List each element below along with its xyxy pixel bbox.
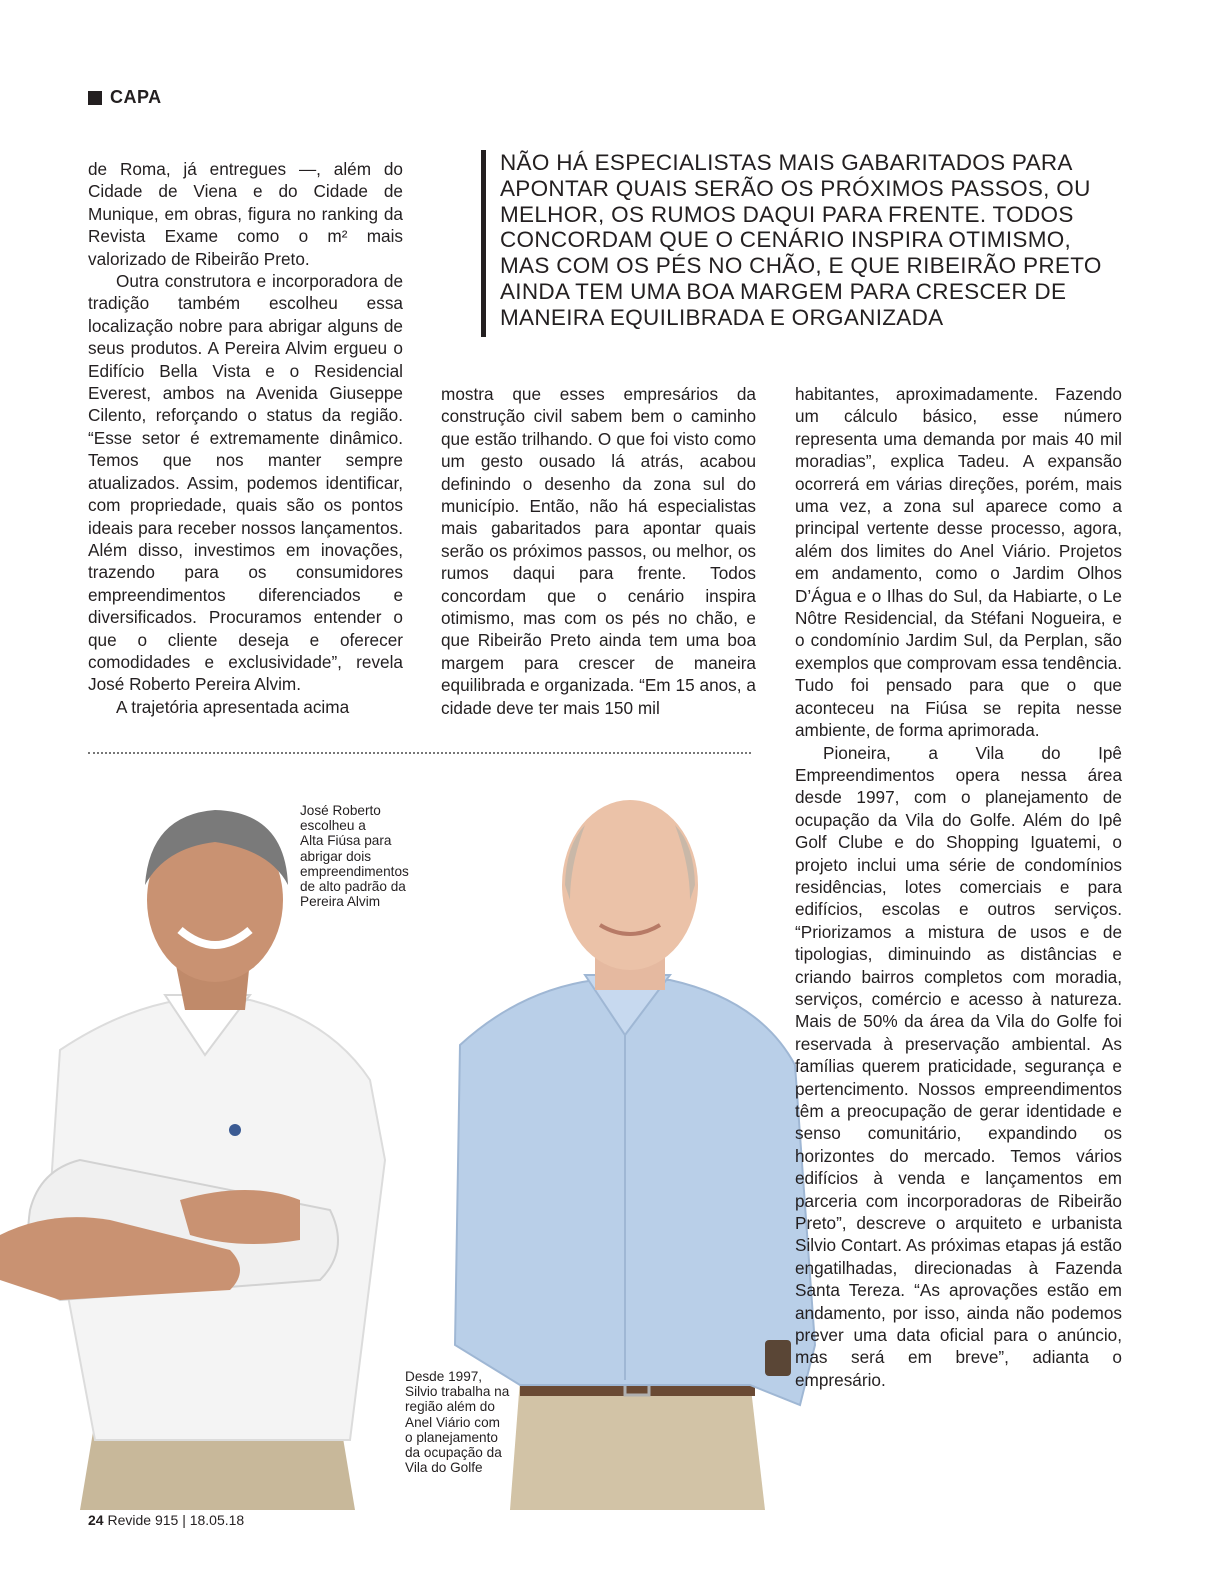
section-square-icon (88, 91, 102, 105)
pull-quote-line: CONCORDAM QUE O CENÁRIO INSPIRA OTIMISMO, (500, 227, 1072, 253)
caption-line: da ocupação da (405, 1445, 502, 1461)
caption-line: Vila do Golfe (405, 1460, 483, 1476)
caption-silvio (405, 1369, 517, 1475)
caption-line: abrigar dois (300, 848, 372, 864)
dotted-divider (88, 752, 751, 754)
caption-line: José Roberto (300, 803, 381, 818)
article-column-1 (88, 158, 403, 718)
page-footer (88, 1512, 244, 1528)
column3-paragraph-2: Pioneira, a Vila do Ipê Empreendimentos opera nessa área desde 1997, com o planejamento de ocupação da Vila do Golfe. Além do Ipê Golf Clube e do Shopping Iguatemi, o projeto inclui uma série de condomínios residências, lotes comerciais e para edifícios, escolas e outros serviços. “Priorizamos a mistura de usos e de tipologias, diminuindo as distâncias e criando bairros completos com moradia, serviços, comércio e acesso à natureza. Mais de 50% da área da Vila do Golfe foi reservada à preservação ambiental. As famílias querem praticidade, segurança e pertencimento. Nossos empreendimentos têm a preocupação de gerar identidade e senso comunitário, expandindo os horizontes do mercado. Temos vários edifícios à venda e lançamentos em parceria com incorporadoras de Ribeirão Preto”, descreve o arquiteto e urbanista Silvio Contart. As próximas etapas já estão engatilhadas, direcionadas à Fazenda Santa Tereza. “As aprovações estão em andamento, por isso, ainda não podemos prever uma data oficial para o anúncio, mas será em breve”, adianta o empresário. (795, 742, 1122, 1390)
section-header (88, 87, 162, 108)
caption-line: Desde 1997, (405, 1369, 483, 1384)
magazine-issue: Revide 915 (107, 1512, 179, 1528)
caption-line: Silvio trabalha na (405, 1384, 510, 1400)
caption-line: Alta Fiúsa para (300, 833, 392, 849)
footer-separator: | (182, 1512, 186, 1528)
column1-paragraph-3: A trajetória apresentada acima (116, 696, 350, 717)
caption-line: escolheu a (300, 818, 366, 834)
pull-quote-line: MANEIRA EQUILIBRADA E ORGANIZADA (500, 304, 944, 330)
pull-quote-line: NÃO HÁ ESPECIALISTAS MAIS GABARITADOS PARA (500, 150, 1073, 175)
article-column-2 (441, 383, 756, 719)
caption-line: de alto padrão da (300, 879, 406, 895)
column2-paragraph-1: mostra que esses empresários da construção civil sabem bem o caminho que estão trilhando. O que foi visto como um gesto ousado lá atrás, acabou definindo o desenho da zona sul do município. Então, não há especialistas mais gabaritados para apontar quais serão os próximos passos, ou melhor, os rumos daqui para frente. Todos concordam que o cenário inspira otimismo, mas com os pés no chão, e que Ribeirão Preto ainda tem uma boa margem para crescer de maneira equilibrada e organizada. “Em 15 anos, a cidade deve ter mais 150 mil (441, 384, 756, 718)
issue-date: 18.05.18 (189, 1512, 245, 1528)
page-number: 24 (88, 1512, 104, 1528)
caption-line: o planejamento (405, 1429, 498, 1445)
caption-jose-roberto (300, 803, 440, 909)
caption-line: Anel Viário com (405, 1414, 500, 1430)
caption-line: região além do (405, 1399, 495, 1415)
pull-quote-line: AINDA TEM UMA BOA MARGEM PARA CRESCER DE (500, 278, 1067, 304)
pull-quote-line: MAS COM OS PÉS NO CHÃO, E QUE RIBEIRÃO PRETO (500, 253, 1102, 279)
caption-line: empreendimentos (300, 863, 409, 879)
caption-line: Pereira Alvim (300, 894, 381, 910)
section-label: CAPA (110, 87, 162, 107)
column1-paragraph-2: Outra construtora e incorporadora de tradição também escolheu essa localização nobre para abrigar alguns de seus produtos. A Pereira Alvim ergueu o Edifício Bella Vista e o Residencial Everest, ambos na Avenida Giuseppe Cilento, reforçando o status da região. “Esse setor é extremamente dinâmico. Temos que nos manter sempre atualizados. Assim, podemos identificar, com propriedade, quais são os pontos ideais para receber nossos lançamentos. Além disso, investimos em inovações, trazendo para os consumidores empreendimentos diferenciados e diversificados. Procuramos entender o que o cliente deseja e oferecer comodidades e exclusividade”, revela José Roberto Pereira Alvim. (88, 271, 403, 695)
pull-quote (481, 150, 1115, 337)
column3-paragraph-1: habitantes, aproximadamente. Fazendo um cálculo básico, esse número representa uma demanda por mais 40 mil moradias”, explica Tadeu. A expansão ocorrerá em várias direções, porém, mais uma vez, a zona sul aparece como a principal vertente desse processo, agora, além dos limites do Anel Viário. Projetos em andamento, como o Jardim Olhos D’Água e o Ilhas do Sul, da Habiarte, o Le Nôtre Residencial, da Stéfani Nogueira, e o condomínio Jardim Sul, da Perplan, são exemplos que comprovam essa tendência. Tudo foi pensado para que o que aconteceu na Fiúsa se repita nesse ambiente, de forma aprimorada. (795, 384, 1122, 741)
pull-quote-line: APONTAR QUAIS SERÃO OS PRÓXIMOS PASSOS, OU (500, 175, 1091, 201)
pull-quote-line: MELHOR, OS RUMOS DAQUI PARA FRENTE. TODOS (500, 201, 1074, 227)
column1-paragraph-1: de Roma, já entregues —, além do Cidade de Viena e do Cidade de Munique, em obras, figura no ranking da Revista Exame como o m² mais valorizado de Ribeirão Preto. (88, 159, 403, 269)
article-column-3 (795, 383, 1122, 1391)
